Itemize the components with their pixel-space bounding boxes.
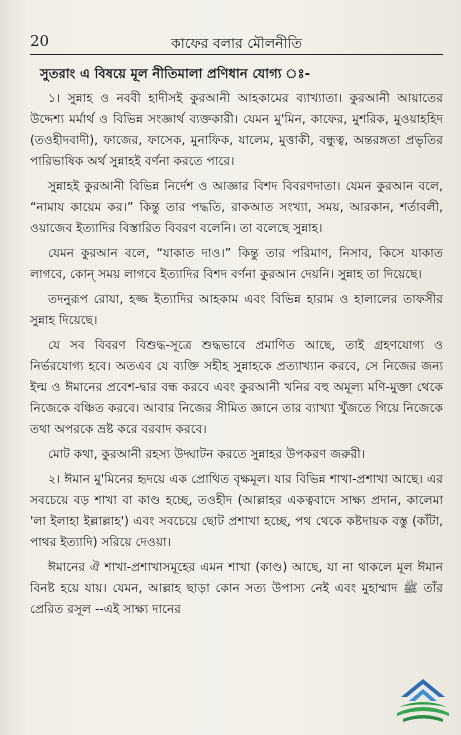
paragraph: তদনুরূপ রোযা, হজ্জ ইত্যাদির আহকাম এবং বিভিন্ন হারাম ও হালালের তাফসীর সুন্নাহ দিয়েছে। [30,292,443,327]
paragraph: যে সব বিবরণ বিশুদ্ধ-সূত্রে শুদ্ধভাবে প্রমাণিত আছে, তাই গ্রহণযোগ্য ও নির্ভরযোগ্য হবে। অতএব যে ব্যক্তি সহীহ সুন্নাহকে প্রত্যাখ্যান করবে, সে নিজের জন্য ইল্ম ও ঈমানের প্রবেশ-দ্বার বন্ধ করবে এবং কুরআনী খনির বহু অমূল্য মণি-মুক্তা থেকে নিজেকে বঞ্চিত করবে। আবার নিজের সীমিত জ্ঞানে তার ব্যাখ্যা খুঁজতে গিয়ে নিজেকে তথা অপরকে ভ্রষ্ট করে বরবাদ করবে। [30,338,443,436]
header-rule [30,54,443,55]
publisher-logo-icon [393,675,453,727]
section-heading: সুতরাং এ বিষয়ে মূল নীতিমালা প্রণিধান যোগ্য ঃ- [40,67,311,82]
page-header [30,30,443,56]
paragraph: যেমন কুরআন বলে, “যাকাত দাও।” কিন্তু তার পরিমাণ, নিসাব, কিসে যাকাত লাগবে, কোন্ সময় লাগবে ইত্যাদির বিশদ বর্ণনা কুরআন দেয়নি। সুন্নাহ তা দিয়েছে। [30,246,443,281]
paragraph: সুন্নাহই কুরআনী বিভিন্ন নির্দেশ ও আজ্ঞার বিশদ বিবরণদাতা। যেমন কুরআন বলে, “নামায কায়েম কর।” কিন্তু তার পদ্ধতি, রাকআত সংখ্যা, সময়, আরকান, শর্তাবলী, ওয়াজেব ইত্যাদির বিস্তারিত বিবরণ বলেনি। তা বলেছে সুন্নাহ। [30,179,443,235]
paragraph: ১। সুন্নাহ ও নববী হাদীসই কুরআনী আহকামের ব্যাখ্যাতা। কুরআনী আয়াতের উদ্দেশ্য মর্মার্থ ও বিভিন্ন সংজ্ঞার্থ ব্যক্তকারী। যেমন মু'মিন, কাফের, মুশরিক, মুওয়াহহিদ (তওহীদবাদী), ফাজের, ফাসেক, মুনাফিক, যালেম, মুত্তাকী, বন্ধুত্ব, অন্তরঙ্গতা প্রভৃতির পারিভাষিক অর্থ সুন্নাহই বর্ণনা করতে পারে। [30,91,443,168]
page-number: 20 [30,32,50,50]
paragraph: মোট কথা, কুরআনী রহস্য উদ্ঘাটন করতে সুন্নাহর উপকরণ জরুরী। [48,447,366,461]
page-body [30,64,443,624]
paragraph: ঈমানের ঐ শাখা-প্রশাখাসমূহের এমন শাখা (কাণ্ড) আছে, যা না থাকলে মূল ঈমান বিনষ্ট হয়ে যায়। যেমন, আল্লাহ ছাড়া কোন সত্য উপাস্য নেই এবং মুহাম্মাদ ﷺ তাঁর প্রেরিত রসূল --এই সাক্ষ্য দানের [30,560,443,616]
running-title: কাফের বলার মৌলনীতি [170,36,303,52]
paragraph: ২। ঈমান মু'মিনের হৃদয়ে এক প্রোথিত বৃক্ষমূল। যার বিভিন্ন শাখা-প্রশাখা আছে। এর সবচেয়ে বড় শাখা বা কাণ্ড হচ্ছে, তওহীদ (আল্লাহর একত্ববাদে সাক্ষ্য প্রদান, কালেমা 'লা ইলাহা ইল্লাল্লাহ') এবং সবচেয়ে ছোট প্রশাখা হচ্ছে, পথ থেকে কষ্টদায়ক বস্তু (কাঁটা, পাথর ইত্যাদি) সরিয়ে দেওয়া। [30,472,443,549]
